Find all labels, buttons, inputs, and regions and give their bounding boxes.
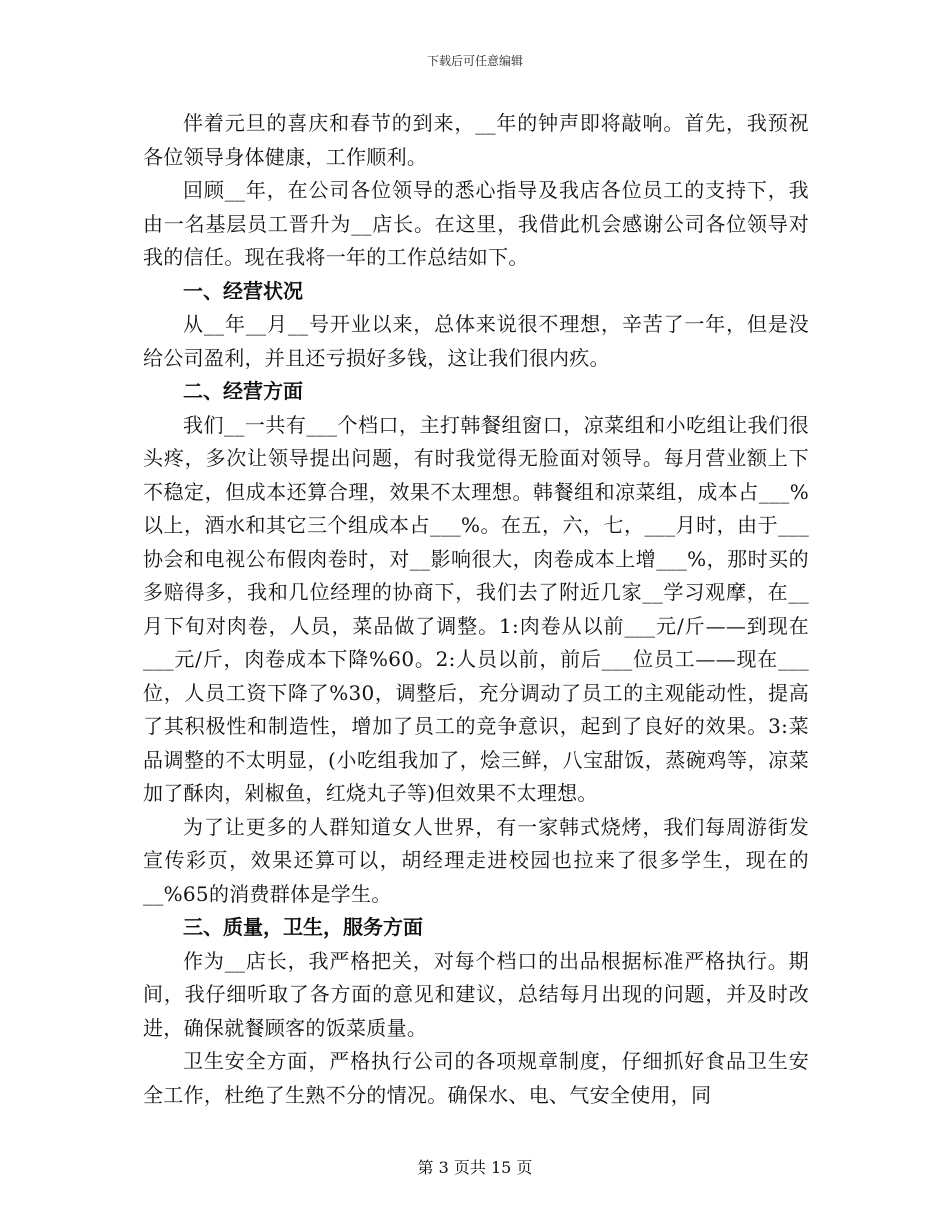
- section-heading-operations: 二、经营方面: [183, 379, 303, 403]
- paragraph-quality: 作为__店长，我严格把关，对每个档口的出品根据标准严格执行。期间，我仔细听取了各方面的意见和建议，总结每月出现的问题，并及时改进，确保就餐顾客的饭菜质量。: [143, 948, 809, 1040]
- paragraph-operations-status: 从__年__月__号开业以来，总体来说很不理想，辛苦了一年，但是没给公司盈利，并且还亏损好多钱，这让我们很内疚。: [143, 312, 809, 370]
- paragraph-intro: 伴着元旦的喜庆和春节的到来，__年的钟声即将敲响。首先，我预祝各位领导身体健康，工作顺利。: [143, 111, 809, 169]
- document-body: [143, 107, 809, 1112]
- section-heading-quality: 三、质量，卫生，服务方面: [183, 915, 423, 939]
- paragraph-operations-detail: 我们__一共有___个档口，主打韩餐组窗口，凉菜组和小吃组让我们很头疼，多次让领导提出问题，有时我觉得无脸面对领导。每月营业额上下不稳定，但成本还算合理，效果不太理想。韩餐组和凉菜组，成本占___%以上，酒水和其它三个组成本占___%。在五，六，七，___月时，由于___协会和电视公布假肉卷时，对__影响很大，肉卷成本上增___%，那时买的多赔得多，我和几位经理的协商下，我们去了附近几家__学习观摩，在__月下旬对肉卷，人员，菜品做了调整。1:肉卷从以前___元/斤——到现在___元/斤，肉卷成本下降%60。2:人员以前，前后___位员工——现在___位，人员工资下降了%30，调整后，充分调动了员工的主观能动性，提高了其积极性和制造性，增加了员工的竞争意识，起到了良好的效果。3:菜品调整的不太明显，(小吃组我加了，烩三鲜，八宝甜饭，蒸碗鸡等，凉菜加了酥肉，剁椒鱼，红烧丸子等)但效果不太理想。: [143, 412, 809, 805]
- page-number-footer: 第 3 页共 15 页: [417, 1158, 533, 1177]
- paragraph-hygiene: 卫生安全方面，严格执行公司的各项规章制度，仔细抓好食品卫生安全工作，杜绝了生熟不分的情况。确保水、电、气安全使用，同: [143, 1049, 809, 1107]
- section-heading-operations-status: 一、经营状况: [183, 278, 303, 303]
- paragraph-review: 回顾__年，在公司各位领导的悉心指导及我店各位员工的支持下，我由一名基层员工晋升为__店长。在这里，我借此机会感谢公司各位领导对我的信任。现在我将一年的工作总结如下。: [143, 178, 809, 269]
- page-header: 下载后可任意编辑: [426, 54, 523, 68]
- paragraph-promotion: 为了让更多的人群知道女人世界，有一家韩式烧烤，我们每周游街发宣传彩页，效果还算可以，胡经理走进校园也拉来了很多学生，现在的__%65的消费群体是学生。: [143, 814, 809, 906]
